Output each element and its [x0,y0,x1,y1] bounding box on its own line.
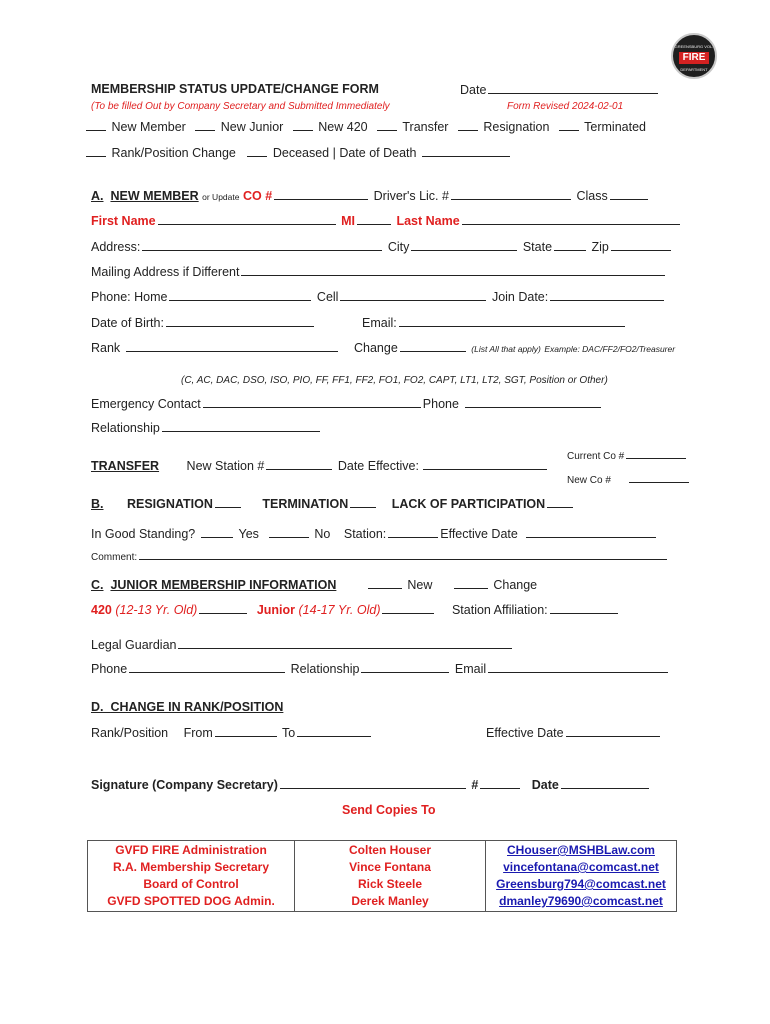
station-field[interactable] [388,526,438,538]
comment-label: Comment: [91,552,138,563]
form-instruction: (To be filled Out by Company Secretary and Submitted Immediately [91,101,390,112]
new-co-label: New Co # [567,475,611,486]
city-field[interactable] [411,239,517,251]
cell-field[interactable] [340,289,486,301]
new-co-row [567,471,691,487]
copies-table [87,840,677,912]
no-label: No [314,527,331,541]
list-all-note: (List All that apply) [471,344,541,354]
relationship-row [91,420,322,436]
option-transfer[interactable]: Transfer [402,120,449,134]
good-standing-row [91,526,658,542]
effective-date-field[interactable] [526,526,656,538]
legal-guardian-label: Legal Guardian [91,638,177,652]
date-effective-label: Date Effective: [337,459,419,473]
junior-contact-row [91,661,670,677]
from-label: From [183,726,213,740]
recipient-org: Board of Control [143,877,239,891]
signature-date-field[interactable] [561,777,649,789]
logo-top-text: GREENSBURG VOL. [674,44,714,49]
email-label: Email: [362,316,397,330]
section-c-title: JUNIOR MEMBERSHIP INFORMATION [110,578,337,592]
effective-date-label: Effective Date [440,527,518,541]
signature-row [91,777,651,793]
to-field[interactable] [297,725,371,737]
field-junior[interactable] [382,602,434,614]
section-a-letter: A. [91,189,104,203]
section-d-title: CHANGE IN RANK/POSITION [110,700,284,714]
recipient-emails [486,841,677,912]
fire-department-logo [671,33,717,79]
junior-email-field[interactable] [488,661,668,673]
rank-field[interactable] [126,340,338,352]
junior-new-field[interactable] [368,577,402,589]
age-420: (12-13 Yr. Old) [115,603,198,617]
mailing-label: Mailing Address if Different [91,265,240,279]
logo-fire-text: FIRE [679,52,709,64]
first-name-field[interactable] [158,213,336,225]
emergency-label: Emergency Contact [91,397,201,411]
or-update-label: or Update [202,192,240,202]
phone-home-label: Phone: Home [91,290,168,304]
junior-phone-field[interactable] [129,661,285,673]
rank-effective-label: Effective Date [486,726,564,740]
field-420[interactable] [199,602,247,614]
station-affiliation-field[interactable] [550,602,618,614]
recipient-email-link[interactable]: CHouser@MSHBLaw.com [507,843,655,857]
dob-field[interactable] [166,315,314,327]
lack-label: LACK OF PARTICIPATION [391,497,546,511]
emergency-phone-field[interactable] [465,396,601,408]
phone-row [91,289,666,305]
state-label: State [522,240,553,254]
cell-label: Cell [316,290,339,304]
age-junior: (14-17 Yr. Old) [298,603,381,617]
section-a-title: NEW MEMBER [110,189,199,203]
new-station-field[interactable] [266,458,332,470]
legal-guardian-field[interactable] [178,637,512,649]
email-field[interactable] [399,315,625,327]
resignation-label: RESIGNATION [126,497,213,511]
current-co-label: Current Co # [567,451,625,462]
signature-label: Signature (Company Secretary) [91,778,278,792]
mailing-field[interactable] [241,264,665,276]
new-co-field[interactable] [629,471,689,483]
form-revised: Form Revised 2024-02-01 [507,101,624,112]
dob-row [91,315,316,331]
section-c-letter: C. [91,578,104,592]
termination-field[interactable] [350,496,376,508]
address-field[interactable] [142,239,382,251]
address-label: Address: [91,240,141,254]
junior-phone-label: Phone [91,662,128,676]
recipient-name: Rick Steele [357,877,423,891]
date-effective-field[interactable] [423,458,547,470]
section-d-header [91,700,283,715]
date-label: Date [460,83,487,97]
zip-label: Zip [591,240,609,254]
status-options-2 [84,145,512,161]
change-label: Change [354,341,398,355]
form-title: MEMBERSHIP STATUS UPDATE/CHANGE FORM [91,82,379,96]
ranks-list: (C, AC, DAC, DSO, ISO, PIO, FF, FF1, FF2, FO1, FO2, CAPT, LT1, LT2, SGT, Position or Other) [181,375,608,386]
station-label: Station: [343,527,387,541]
option-new-member[interactable]: New Member [111,120,186,134]
last-name-label: Last Name [396,214,460,228]
junior-relationship-field[interactable] [361,661,449,673]
junior-change-field[interactable] [454,577,488,589]
drivers-label: Driver's Lic. # [373,189,449,203]
section-c-header [91,577,537,593]
label-junior: Junior [256,603,296,617]
signature-hash: # [471,778,479,792]
table-row [88,841,677,912]
to-label: To [282,726,296,740]
signature-number-field[interactable] [480,777,520,789]
label-420: 420 [91,603,112,617]
co-label: CO # [242,189,273,203]
send-copies-title: Send Copies To [342,803,436,817]
station-affiliation-label: Station Affiliation: [451,603,548,617]
dob-label: Date of Birth: [91,316,164,330]
recipient-email-link[interactable]: vincefontana@comcast.net [503,860,659,874]
option-rank-change[interactable]: Rank/Position Change [111,146,236,160]
class-label: Class [576,189,608,203]
section-b-letter: B. [91,497,104,511]
join-date-field[interactable] [550,289,664,301]
email-row [362,315,627,331]
from-field[interactable] [215,725,277,737]
junior-email-label: Email [454,662,487,676]
option-new-420[interactable]: New 420 [318,120,368,134]
option-deceased[interactable]: Deceased | Date of Death [272,146,417,160]
phone-home-field[interactable] [169,289,311,301]
recipient-name: Vince Fontana [349,860,431,874]
relationship-field[interactable] [162,420,320,432]
mi-label: MI [341,214,355,228]
section-d-letter: D. [91,700,104,714]
signature-field[interactable] [280,777,466,789]
new-station-label: New Station # [186,459,265,473]
emergency-row [91,396,603,412]
junior-age-row [91,602,620,618]
junior-new-label: New [407,578,433,592]
yes-label: Yes [238,527,259,541]
status-options [84,119,646,135]
emergency-field[interactable] [203,396,421,408]
first-name-label: First Name [91,214,156,228]
emergency-phone-label: Phone [422,397,459,411]
last-name-field[interactable] [462,213,680,225]
option-resignation[interactable]: Resignation [483,120,550,134]
option-terminated[interactable]: Terminated [584,120,646,134]
state-field[interactable] [554,239,586,251]
change-field[interactable] [400,340,466,352]
relationship-label: Relationship [91,421,160,435]
transfer-title: TRANSFER [91,459,160,473]
recipient-org: GVFD FIRE Administration [115,843,267,857]
rank-effective-row [486,725,662,741]
logo-bottom-text: DEPARTMENT [680,67,708,72]
rank-row [91,340,340,356]
recipient-name: Colten Houser [348,843,431,857]
date-field[interactable] [460,82,660,98]
good-standing-label: In Good Standing? [91,527,196,541]
recipient-name: Derek Manley [351,894,429,908]
rank-effective-field[interactable] [566,725,660,737]
comment-row [91,550,669,564]
address-row [91,239,673,255]
rank-label: Rank [91,341,121,355]
recipient-org: GVFD SPOTTED DOG Admin. [107,894,275,908]
name-row [91,213,682,229]
lack-field[interactable] [547,496,573,508]
transfer-row [91,458,549,474]
comment-field[interactable] [139,550,667,560]
junior-relationship-label: Relationship [290,662,360,676]
city-label: City [387,240,410,254]
section-b-header [91,496,575,512]
legal-guardian-row [91,637,514,653]
example-note: Example: DAC/FF2/FO2/Treasurer [544,344,676,354]
junior-change-label: Change [493,578,538,592]
recipient-names [295,841,486,912]
yes-field[interactable] [201,526,233,538]
recipient-orgs [88,841,295,912]
zip-field[interactable] [611,239,671,251]
option-new-junior[interactable]: New Junior [220,120,284,134]
rank-position-label: Rank/Position [91,726,169,740]
current-co-field[interactable] [626,447,686,459]
no-field[interactable] [269,526,309,538]
recipient-email-link[interactable]: dmanley79690@comcast.net [499,894,663,908]
current-co-row [567,447,688,463]
resignation-field[interactable] [215,496,241,508]
signature-date-label: Date [531,778,559,792]
recipient-org: R.A. Membership Secretary [112,860,270,874]
termination-label: TERMINATION [262,497,349,511]
mi-field[interactable] [357,213,391,225]
recipient-email-link[interactable]: Greensburg794@comcast.net [496,877,666,891]
mailing-row [91,264,667,280]
join-date-label: Join Date: [491,290,549,304]
rank-change-row [91,725,373,741]
change-row [354,340,675,356]
section-a-header [91,188,650,204]
